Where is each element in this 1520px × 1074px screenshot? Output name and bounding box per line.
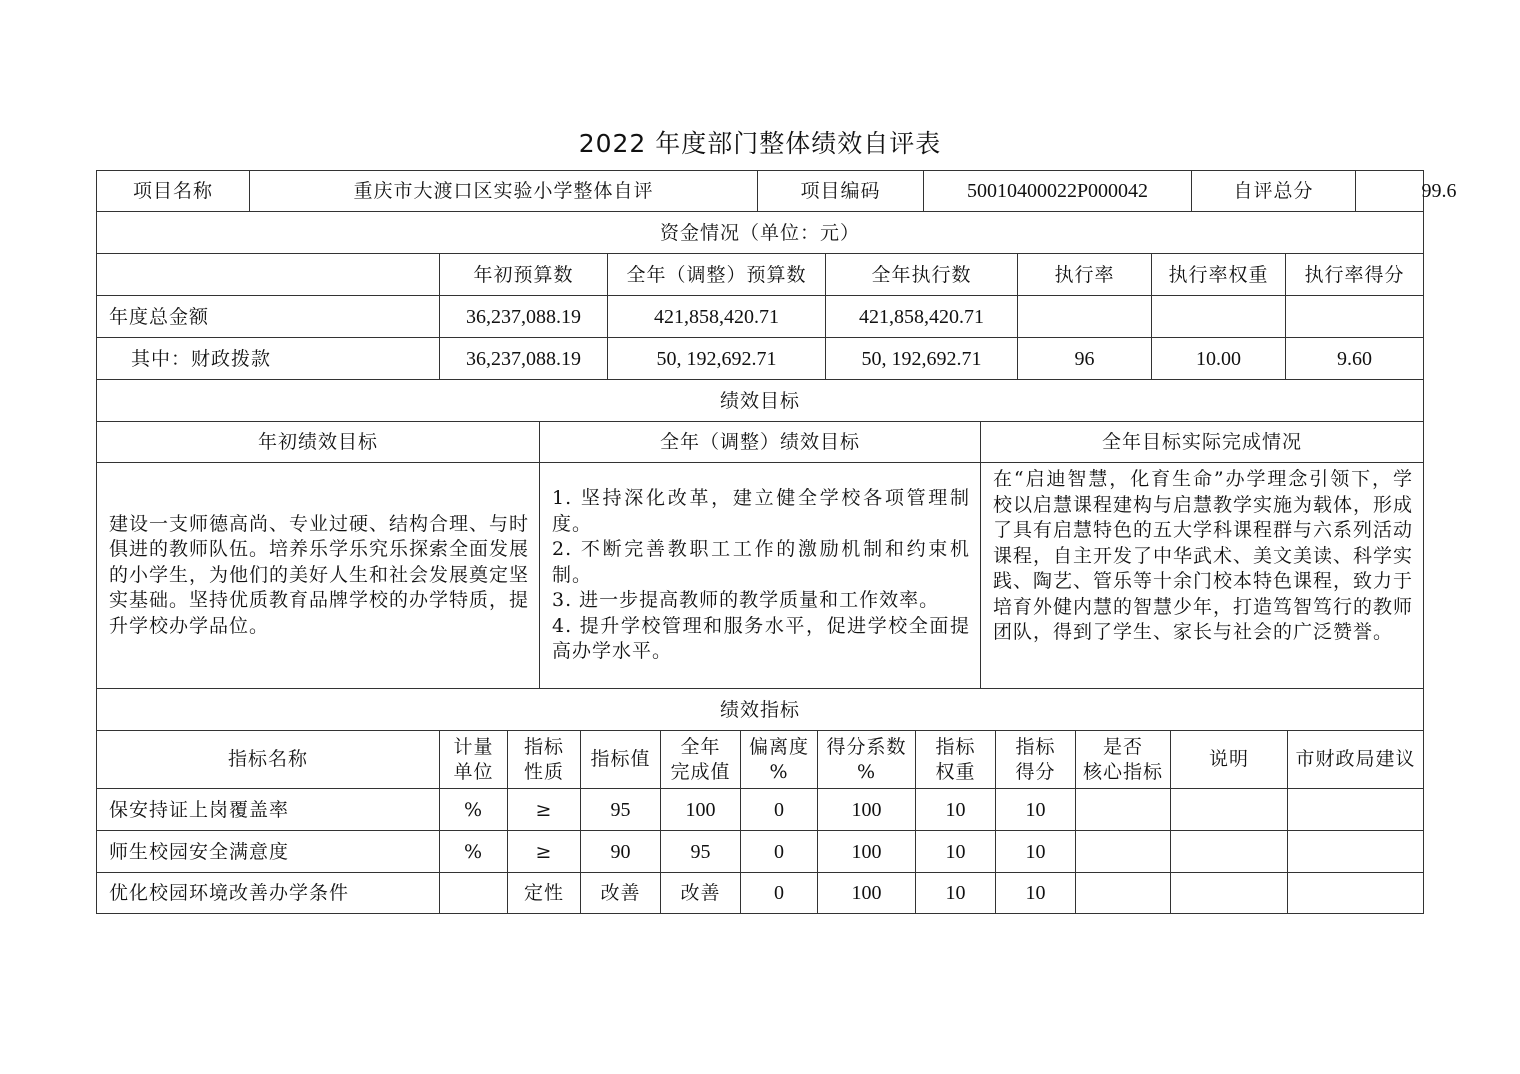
funds-header-exec-rate: 执行率 <box>1018 254 1152 295</box>
ind-header-weight: 指标 权重 <box>916 731 996 788</box>
project-code-label: 项目编码 <box>758 171 924 211</box>
goals-adjusted-item: 2. 不断完善教职工工作的激励机制和约束机制。 <box>552 538 970 586</box>
goals-initial-text: 建设一支师德高尚、专业过硬、结构合理、与时俱进的教师队伍。培养乐学乐究乐探索全面发展的小学生，为他们的美好人生和社会发展奠定坚实基础。坚持优质教育品牌学校的办学特质，提升学校办学品位。 <box>97 463 540 688</box>
ind-score: 10 <box>996 831 1076 872</box>
ind-header-name: 指标名称 <box>97 731 440 788</box>
ind-target: 90 <box>581 831 661 872</box>
indicators-section-title: 绩效指标 <box>719 698 800 721</box>
goals-section-row <box>96 380 1424 422</box>
ind-coefficient: 100 <box>818 873 916 913</box>
ind-deviation: 0 <box>741 873 818 913</box>
funds-header-executed: 全年执行数 <box>826 254 1018 295</box>
ind-deviation: 0 <box>741 789 818 830</box>
goals-header-row <box>96 422 1424 463</box>
funds-initial-budget: 36,237,088.19 <box>440 338 608 379</box>
funds-header-adjusted-budget: 全年（调整）预算数 <box>608 254 826 295</box>
ind-note <box>1171 789 1288 830</box>
funds-header-row <box>96 254 1424 296</box>
self-score-value: 99.6 <box>1421 180 1457 202</box>
funds-header-exec-score: 执行率得分 <box>1304 263 1405 286</box>
ind-header-coefficient: 得分系数 % <box>818 731 916 788</box>
ind-note <box>1171 831 1288 872</box>
funds-exec-weight: 10.00 <box>1152 338 1286 379</box>
ind-header-target: 指标值 <box>581 731 661 788</box>
funds-executed: 421,858,420.71 <box>826 296 1018 337</box>
ind-unit: % <box>440 789 508 830</box>
goals-adjusted-list <box>540 463 981 688</box>
goals-adjusted-item: 3. 进一步提高教师的教学质量和工作效率。 <box>552 589 940 612</box>
funds-header-blank <box>97 254 440 295</box>
indicator-row <box>96 831 1424 873</box>
ind-score: 10 <box>996 873 1076 913</box>
indicator-row <box>96 873 1424 914</box>
funds-adjusted-budget: 421,858,420.71 <box>608 296 826 337</box>
ind-coefficient: 100 <box>818 831 916 872</box>
funds-exec-weight <box>1152 296 1286 337</box>
ind-name: 优化校园环境改善办学条件 <box>97 873 440 913</box>
ind-core <box>1076 831 1171 872</box>
ind-suggestion <box>1288 831 1423 872</box>
ind-weight: 10 <box>916 873 996 913</box>
ind-score: 10 <box>996 789 1076 830</box>
funds-exec-rate <box>1018 296 1152 337</box>
goals-section-title: 绩效目标 <box>719 389 800 412</box>
funds-row-total <box>96 296 1424 338</box>
ind-note <box>1171 873 1288 913</box>
goals-header-actual: 全年目标实际完成情况 <box>1101 431 1302 453</box>
goals-header-adjusted: 全年（调整）绩效目标 <box>540 422 981 462</box>
ind-actual: 95 <box>661 831 741 872</box>
funds-exec-rate: 96 <box>1018 338 1152 379</box>
ind-core <box>1076 873 1171 913</box>
funds-exec-score <box>1286 296 1423 337</box>
funds-row-fiscal <box>96 338 1424 380</box>
ind-weight: 10 <box>916 789 996 830</box>
ind-header-deviation: 偏离度 % <box>741 731 818 788</box>
ind-unit <box>440 873 508 913</box>
ind-name: 师生校园安全满意度 <box>97 831 440 872</box>
ind-nature: ≥ <box>508 789 581 830</box>
funds-header-exec-weight: 执行率权重 <box>1152 254 1286 295</box>
project-name-value: 重庆市大渡口区实验小学整体自评 <box>250 171 758 211</box>
ind-deviation: 0 <box>741 831 818 872</box>
ind-suggestion <box>1288 789 1423 830</box>
ind-header-note: 说明 <box>1171 731 1288 788</box>
project-name-label: 项目名称 <box>97 171 250 211</box>
goals-actual-text: 在“启迪智慧，化育生命”办学理念引领下，学校以启慧课程建构与启慧教学实施为载体，形成了具有启慧特色的五大学科课程群与六系列活动课程，自主开发了中华武术、美文美读、科学实践、陶艺、管乐等十余门校本特色课程，致力于培育外健内慧的智慧少年，打造笃智笃行的教师团队，得到了学生、家长与社会的广泛赞誉。 <box>993 468 1414 643</box>
funds-row-label: 其中：财政拨款 <box>97 338 440 379</box>
page-title: 2022 年度部门整体绩效自评表 <box>578 129 942 158</box>
goals-content-row <box>96 463 1424 689</box>
ind-header-score: 指标 得分 <box>996 731 1076 788</box>
funds-header-initial-budget: 年初预算数 <box>440 254 608 295</box>
project-code-value: 50010400022P000042 <box>924 171 1192 211</box>
ind-header-unit: 计量 单位 <box>440 731 508 788</box>
ind-coefficient: 100 <box>818 789 916 830</box>
indicators-section-row <box>96 689 1424 731</box>
goals-adjusted-item: 1. 坚持深化改革，建立健全学校各项管理制度。 <box>552 487 970 535</box>
ind-target: 95 <box>581 789 661 830</box>
ind-nature: ≥ <box>508 831 581 872</box>
ind-actual: 改善 <box>661 873 741 913</box>
goals-header-initial: 年初绩效目标 <box>97 422 540 462</box>
funds-executed: 50, 192,692.71 <box>826 338 1018 379</box>
self-score-label: 自评总分 <box>1192 171 1356 211</box>
goals-adjusted-item: 4. 提升学校管理和服务水平，促进学校全面提高办学水平。 <box>552 614 970 663</box>
ind-weight: 10 <box>916 831 996 872</box>
ind-target: 改善 <box>581 873 661 913</box>
funds-initial-budget: 36,237,088.19 <box>440 296 608 337</box>
ind-header-actual: 全年 完成值 <box>661 731 741 788</box>
project-info-row <box>96 170 1457 212</box>
indicators-header-row <box>96 731 1424 789</box>
funds-section-title: 资金情况（单位：元） <box>659 221 860 244</box>
ind-suggestion <box>1288 873 1423 913</box>
ind-header-suggestion: 市财政局建议 <box>1295 748 1416 770</box>
ind-header-core: 是否 核心指标 <box>1076 731 1171 788</box>
funds-row-label: 年度总金额 <box>97 296 440 337</box>
ind-actual: 100 <box>661 789 741 830</box>
ind-name: 保安持证上岗覆盖率 <box>97 789 440 830</box>
ind-unit: % <box>440 831 508 872</box>
ind-core <box>1076 789 1171 830</box>
funds-exec-score: 9.60 <box>1337 347 1372 370</box>
ind-header-nature: 指标 性质 <box>508 731 581 788</box>
funds-section-row <box>96 212 1424 254</box>
ind-nature: 定性 <box>508 873 581 913</box>
indicator-row <box>96 789 1424 831</box>
funds-adjusted-budget: 50, 192,692.71 <box>608 338 826 379</box>
